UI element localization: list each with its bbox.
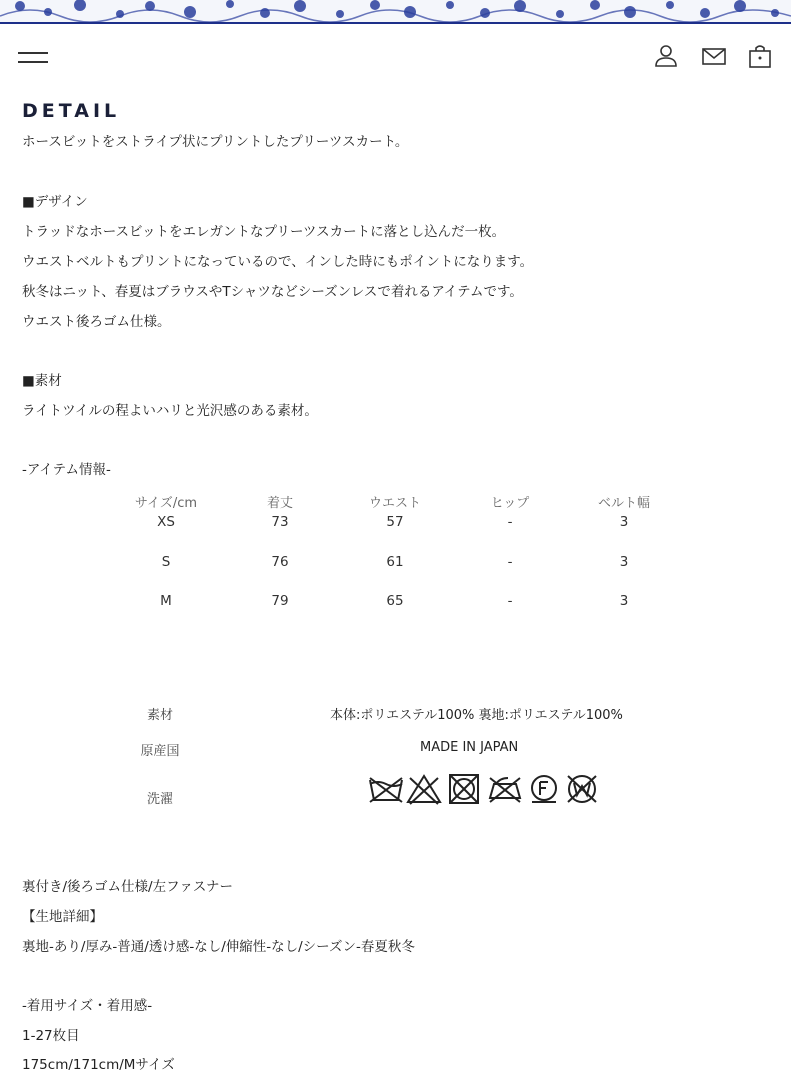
features-text: 裏付き/後ろゴム仕様/左ファスナー: [22, 879, 234, 895]
table-cell: -: [507, 554, 513, 570]
table-cell: 3: [619, 593, 629, 609]
table-cell: 3: [619, 514, 629, 530]
design-heading: ■デザイン: [22, 194, 88, 210]
design-line: ウエストベルトもプリントになっているので、インした時にもポイントになります。: [22, 254, 534, 270]
table-header: サイズ/cm: [134, 496, 198, 511]
table-cell: 61: [386, 554, 404, 570]
fabric-details: 裏地-あり/厚み-普通/透け感-なし/伸縮性-なし/シーズン-春夏秋冬: [22, 939, 415, 955]
floral-pattern-icon: [0, 0, 791, 22]
table-cell: 65: [386, 593, 404, 609]
item-info-heading: -アイテム情報-: [22, 462, 111, 478]
table-header: 着丈: [266, 496, 293, 511]
spec-origin-value: MADE IN JAPAN: [420, 740, 519, 755]
table-cell: S: [161, 554, 171, 570]
section-title: DETAIL: [22, 100, 121, 122]
table-header: ウエスト: [368, 496, 421, 511]
user-icon[interactable]: [652, 42, 680, 70]
design-line: 秋冬はニット、春夏はブラウスやTシャツなどシーズンレスで着れるアイテムです。: [22, 284, 523, 300]
spec-wash-label: 洗濯: [146, 792, 173, 807]
no-iron-icon: [490, 778, 520, 802]
fit-heading: -着用サイズ・着用感-: [22, 998, 153, 1014]
no-bleach-icon: [408, 776, 440, 804]
table-cell: 57: [386, 514, 404, 530]
floral-banner: [0, 0, 791, 24]
care-icons: [368, 772, 603, 808]
spec-material-value: 本体:ポリエステル100% 裏地:ポリエステル100%: [330, 708, 623, 723]
table-cell: 73: [271, 514, 289, 530]
material-text: ライトツイルの程よいハリと光沢感のある素材。: [22, 403, 318, 419]
site-header: [0, 36, 791, 76]
no-wash-icon: [370, 778, 402, 802]
design-line: ウエスト後ろゴム仕様。: [22, 314, 171, 330]
table-cell: -: [507, 593, 513, 609]
table-cell: 79: [271, 593, 289, 609]
table-cell: 76: [271, 554, 289, 570]
table-header: ヒップ: [490, 496, 530, 511]
design-line: トラッドなホースビットをエレガントなプリーツスカートに落とし込んだ一枚。: [22, 224, 506, 240]
fit-line: 1-27枚目: [22, 1028, 80, 1044]
shopping-bag-icon[interactable]: [746, 42, 774, 70]
no-tumble-dry-icon: [450, 775, 478, 803]
material-heading: ■素材: [22, 373, 62, 389]
hamburger-menu-icon[interactable]: [18, 50, 48, 66]
spec-origin-label: 原産国: [140, 744, 180, 759]
dry-clean-f-icon: [532, 776, 556, 802]
table-cell: XS: [157, 514, 175, 530]
mail-icon[interactable]: [700, 42, 728, 70]
fit-line: 175cm/171cm/Mサイズ: [22, 1057, 175, 1073]
table-cell: -: [507, 514, 513, 530]
fabric-heading: 【生地詳細】: [22, 909, 103, 925]
no-wet-clean-icon: [568, 776, 596, 802]
intro-text: ホースビットをストライプ状にプリントしたプリーツスカート。: [22, 134, 409, 150]
table-header: ベルト幅: [597, 496, 650, 511]
table-cell: 3: [619, 554, 629, 570]
table-cell: M: [160, 593, 172, 609]
spec-material-label: 素材: [146, 708, 173, 723]
